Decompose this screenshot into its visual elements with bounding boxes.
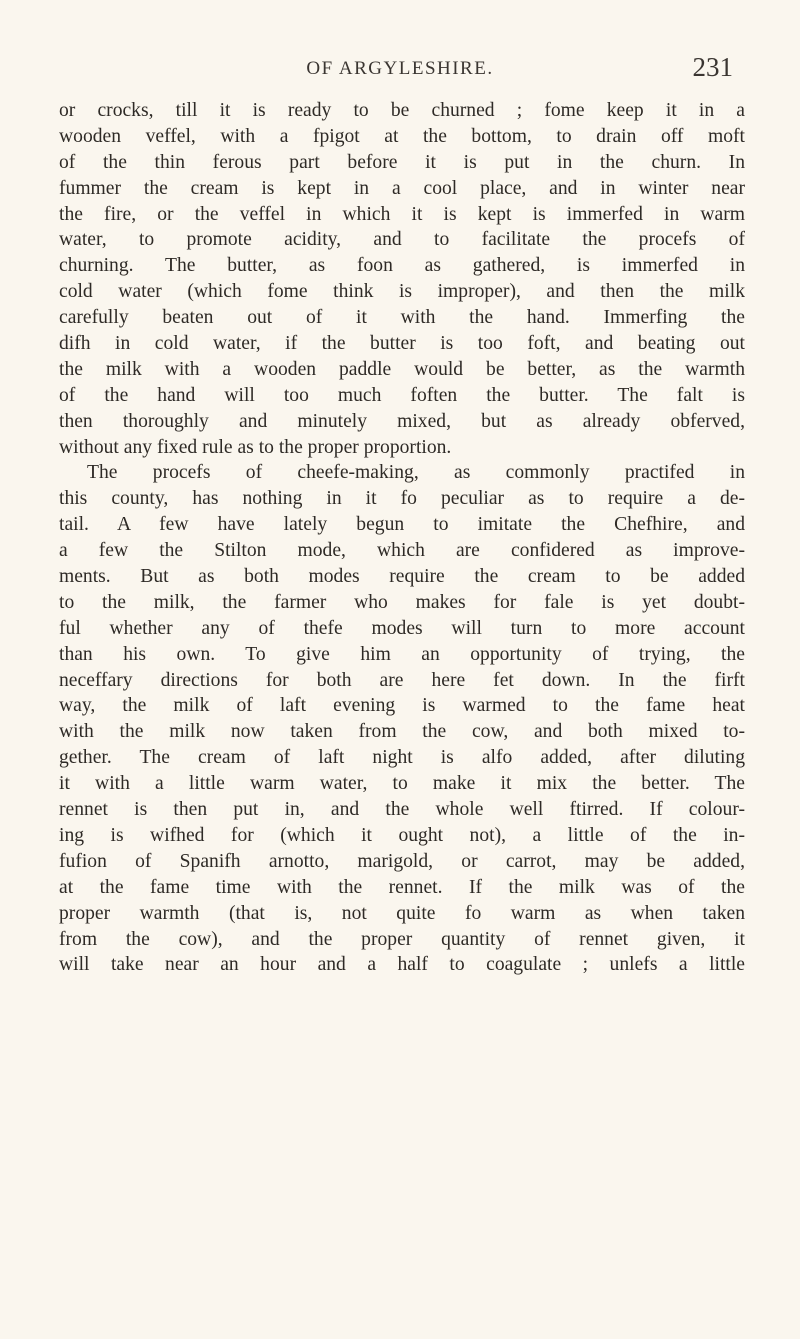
text-line: way, the milk of laft evening is warmed to the fame heat — [59, 695, 745, 717]
text-line: from the cow), and the proper quantity of rennet given, it — [59, 928, 745, 950]
page-header — [0, 52, 800, 92]
text-line: wooden veffel, with a fpigot at the bottom, to drain off moft — [59, 125, 745, 147]
text-line: than his own. To give him an opportunity of trying, the — [59, 643, 745, 665]
text-line: ing is wifhed for (which it ought not), a little of the in- — [59, 824, 745, 846]
text-line: it with a little warm water, to make it mix the better. The — [59, 773, 745, 795]
text-line: rennet is then put in, and the whole well ftirred. If colour- — [59, 799, 745, 821]
body-text — [59, 98, 745, 978]
text-line: this county, has nothing in it fo peculiar as to require a de- — [59, 488, 745, 510]
text-line: without any fixed rule as to the proper proportion. — [59, 436, 452, 458]
running-head: OF ARGYLESHIRE. — [306, 58, 494, 79]
text-line: neceffary directions for both are here fet down. In the firft — [59, 669, 745, 691]
text-line: The procefs of cheefe-making, as commonly practifed in — [87, 462, 745, 484]
text-line: then thoroughly and minutely mixed, but as already obferved, — [59, 410, 745, 432]
text-line: proper warmth (that is, not quite fo warm as when taken — [59, 902, 745, 924]
text-line: of the thin ferous part before it is put in the churn. In — [59, 151, 745, 173]
text-line: the milk with a wooden paddle would be better, as the warmth — [59, 358, 745, 380]
text-line: with the milk now taken from the cow, and both mixed to- — [59, 721, 745, 743]
text-line: gether. The cream of laft night is alfo added, after diluting — [59, 747, 745, 769]
text-line: cold water (which fome think is improper), and then the milk — [59, 281, 745, 303]
text-line: difh in cold water, if the butter is too foft, and beating out — [59, 333, 745, 355]
text-line: fummer the cream is kept in a cool place, and in winter near — [59, 177, 745, 199]
text-line: at the fame time with the rennet. If the milk was of the — [59, 876, 745, 898]
text-line: of the hand will too much foften the butter. The falt is — [59, 384, 745, 406]
text-line: ments. But as both modes require the cream to be added — [59, 566, 745, 588]
text-line: a few the Stilton mode, which are confidered as improve- — [59, 540, 745, 562]
text-line: churning. The butter, as foon as gathered, is immerfed in — [59, 255, 745, 277]
text-line: carefully beaten out of it with the hand. Immerfing the — [59, 307, 745, 329]
text-line: to the milk, the farmer who makes for fale is yet doubt- — [59, 591, 745, 613]
text-line: fufion of Spanifh arnotto, marigold, or carrot, may be added, — [59, 850, 745, 872]
text-line: the fire, or the veffel in which it is kept is immerfed in warm — [59, 203, 745, 225]
text-line: ful whether any of thefe modes will turn to more account — [59, 617, 745, 639]
text-line: tail. A few have lately begun to imitate the Chefhire, and — [59, 514, 745, 536]
text-line: water, to promote acidity, and to facilitate the procefs of — [59, 229, 745, 251]
text-line: will take near an hour and a half to coagulate ; unlefs a little — [59, 954, 745, 976]
page-number: 231 — [692, 52, 733, 82]
text-line: or crocks, till it is ready to be churned ; fome keep it in a — [59, 100, 745, 121]
